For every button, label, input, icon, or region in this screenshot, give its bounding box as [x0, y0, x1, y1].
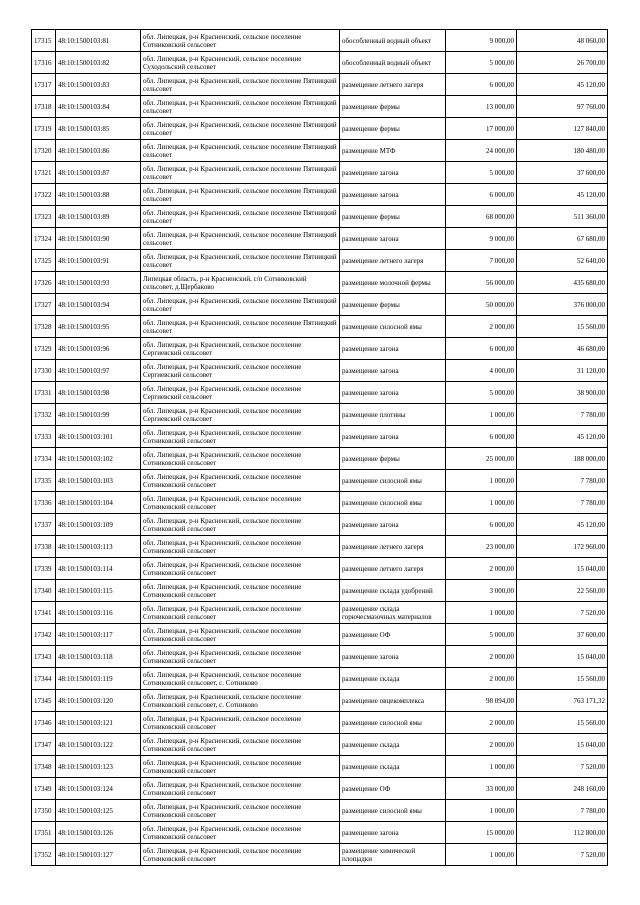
cadastral-cost: 26 700,00 [517, 52, 608, 74]
cadastral-cost: 37 600,00 [517, 624, 608, 646]
area-value: 17 000,00 [446, 118, 517, 140]
address: обл. Липецкая, р-н Красненский, сельское поселение Сотниковский сельсовет [141, 426, 340, 448]
table-row [32, 558, 608, 580]
row-number: 17325 [32, 250, 56, 272]
row-number: 17335 [32, 470, 56, 492]
table-row [32, 602, 608, 624]
permitted-use: размещение загона [340, 228, 446, 250]
permitted-use: размещение склада горючесмазочных материалов [340, 602, 446, 624]
address: обл. Липецкая, р-н Красненский, сельское поселение Сотниковский сельсовет [141, 822, 340, 844]
table-row [32, 294, 608, 316]
cadastral-cost: 188 000,00 [517, 448, 608, 470]
cadastral-cost: 45 120,00 [517, 74, 608, 96]
row-number: 17328 [32, 316, 56, 338]
cadastral-number: 48:10:1500103:84 [56, 96, 141, 118]
cadastral-number: 48:10:1500103:126 [56, 822, 141, 844]
table-row [32, 206, 608, 228]
area-value: 50 000,00 [446, 294, 517, 316]
table-row [32, 382, 608, 404]
table-row [32, 580, 608, 602]
cadastral-cost: 97 760,00 [517, 96, 608, 118]
address: обл. Липецкая, р-н Красненский, сельское поселение Пятницкий сельсовет [141, 250, 340, 272]
area-value: 1 000,00 [446, 602, 517, 624]
cadastral-cost: 7 520,00 [517, 756, 608, 778]
row-number: 17337 [32, 514, 56, 536]
cadastral-cost: 48 060,00 [517, 30, 608, 52]
address: обл. Липецкая, р-н Красненский, сельское поселение Сотниковский сельсовет [141, 624, 340, 646]
address: обл. Липецкая, р-н Красненский, сельское поселение Сотниковский сельсовет [141, 448, 340, 470]
cadastral-number: 48:10:1500103:101 [56, 426, 141, 448]
table-row [32, 668, 608, 690]
area-value: 2 000,00 [446, 734, 517, 756]
table-row [32, 712, 608, 734]
land-plots-table [31, 29, 608, 866]
address: обл. Липецкая, р-н Красненский, сельское поселение Сотниковский сельсовет [141, 602, 340, 624]
row-number: 17350 [32, 800, 56, 822]
row-number: 17332 [32, 404, 56, 426]
area-value: 33 000,00 [446, 778, 517, 800]
address: обл. Липецкая, р-н Красненский, сельское поселение Сотниковский сельсовет [141, 712, 340, 734]
address: обл. Липецкая, р-н Красненский, сельское поселение Сергиевский сельсовет [141, 338, 340, 360]
cadastral-number: 48:10:1500103:91 [56, 250, 141, 272]
cadastral-number: 48:10:1500103:120 [56, 690, 141, 712]
cadastral-cost: 376 000,00 [517, 294, 608, 316]
row-number: 17319 [32, 118, 56, 140]
permitted-use: размещение загона [340, 338, 446, 360]
row-number: 17321 [32, 162, 56, 184]
area-value: 2 000,00 [446, 316, 517, 338]
table-row [32, 184, 608, 206]
table-row [32, 756, 608, 778]
cadastral-number: 48:10:1500103:118 [56, 646, 141, 668]
table-row [32, 30, 608, 52]
cadastral-number: 48:10:1500103:127 [56, 844, 141, 866]
permitted-use: размещение ОФ [340, 778, 446, 800]
address: обл. Липецкая, р-н Красненский, сельское поселение Сергиевский сельсовет [141, 404, 340, 426]
cadastral-number: 48:10:1500103:123 [56, 756, 141, 778]
cadastral-number: 48:10:1500103:125 [56, 800, 141, 822]
table-row [32, 778, 608, 800]
cadastral-number: 48:10:1500103:83 [56, 74, 141, 96]
permitted-use: размещение склада [340, 734, 446, 756]
cadastral-cost: 15 560,00 [517, 316, 608, 338]
cadastral-number: 48:10:1500103:102 [56, 448, 141, 470]
area-value: 2 000,00 [446, 668, 517, 690]
row-number: 17315 [32, 30, 56, 52]
address: обл. Липецкая, р-н Красненский, сельское поселение Сотниковский сельсовет [141, 536, 340, 558]
row-number: 17317 [32, 74, 56, 96]
permitted-use: размещение загона [340, 822, 446, 844]
address: обл. Липецкая, р-н Красненский, сельское поселение Сотниковский сельсовет [141, 800, 340, 822]
area-value: 2 000,00 [446, 712, 517, 734]
table-row [32, 800, 608, 822]
address: обл. Липецкая, р-н Красненский, сельское поселение Сотниковский сельсовет [141, 30, 340, 52]
cadastral-number: 48:10:1500103:121 [56, 712, 141, 734]
row-number: 17346 [32, 712, 56, 734]
cadastral-cost: 46 680,00 [517, 338, 608, 360]
cadastral-number: 48:10:1500103:109 [56, 514, 141, 536]
table-row [32, 52, 608, 74]
address: обл. Липецкая, р-н Красненский, сельское поселение Сотниковский сельсовет, с. Сотниково [141, 690, 340, 712]
permitted-use: размещение ОФ [340, 624, 446, 646]
cadastral-cost: 37 600,00 [517, 162, 608, 184]
cadastral-number: 48:10:1500103:99 [56, 404, 141, 426]
cadastral-cost: 7 780,00 [517, 470, 608, 492]
cadastral-number: 48:10:1500103:86 [56, 140, 141, 162]
permitted-use: размещение МТФ [340, 140, 446, 162]
cadastral-number: 48:10:1500103:82 [56, 52, 141, 74]
area-value: 9 000,00 [446, 228, 517, 250]
row-number: 17345 [32, 690, 56, 712]
row-number: 17326 [32, 272, 56, 294]
permitted-use: обособленный водный объект [340, 52, 446, 74]
permitted-use: размещение загона [340, 360, 446, 382]
cadastral-number: 48:10:1500103:96 [56, 338, 141, 360]
address: обл. Липецкая, р-н Красненский, сельское поселение Пятницкий сельсовет [141, 228, 340, 250]
address: обл. Липецкая, р-н Красненский, сельское поселение Пятницкий сельсовет [141, 118, 340, 140]
area-value: 56 000,00 [446, 272, 517, 294]
cadastral-number: 48:10:1500103:95 [56, 316, 141, 338]
area-value: 2 000,00 [446, 558, 517, 580]
cadastral-cost: 67 680,00 [517, 228, 608, 250]
row-number: 17324 [32, 228, 56, 250]
table-body [32, 30, 608, 866]
table-row [32, 74, 608, 96]
table-row [32, 844, 608, 866]
cadastral-number: 48:10:1500103:85 [56, 118, 141, 140]
area-value: 3 000,00 [446, 580, 517, 602]
cadastral-number: 48:10:1500103:81 [56, 30, 141, 52]
permitted-use: размещение силосной ямы [340, 492, 446, 514]
cadastral-cost: 172 960,00 [517, 536, 608, 558]
row-number: 17348 [32, 756, 56, 778]
cadastral-cost: 45 120,00 [517, 184, 608, 206]
table-row [32, 316, 608, 338]
area-value: 24 000,00 [446, 140, 517, 162]
permitted-use: размещение склада [340, 668, 446, 690]
row-number: 17323 [32, 206, 56, 228]
row-number: 17330 [32, 360, 56, 382]
cadastral-cost: 7 780,00 [517, 492, 608, 514]
permitted-use: размещение загона [340, 426, 446, 448]
row-number: 17343 [32, 646, 56, 668]
table-row [32, 470, 608, 492]
address: обл. Липецкая, р-н Красненский, сельское поселение Сотниковский сельсовет [141, 734, 340, 756]
area-value: 9 000,00 [446, 30, 517, 52]
area-value: 1 000,00 [446, 404, 517, 426]
row-number: 17327 [32, 294, 56, 316]
address: обл. Липецкая, р-н Красненский, сельское поселение Пятницкий сельсовет [141, 206, 340, 228]
table-row [32, 118, 608, 140]
cadastral-cost: 763 171,32 [517, 690, 608, 712]
area-value: 5 000,00 [446, 162, 517, 184]
cadastral-number: 48:10:1500103:98 [56, 382, 141, 404]
cadastral-number: 48:10:1500103:97 [56, 360, 141, 382]
area-value: 6 000,00 [446, 184, 517, 206]
cadastral-number: 48:10:1500103:94 [56, 294, 141, 316]
table-row [32, 536, 608, 558]
cadastral-cost: 31 120,00 [517, 360, 608, 382]
cadastral-cost: 52 640,00 [517, 250, 608, 272]
address: обл. Липецкая, р-н Красненский, сельское поселение Пятницкий сельсовет [141, 96, 340, 118]
row-number: 17339 [32, 558, 56, 580]
row-number: 17329 [32, 338, 56, 360]
permitted-use: размещение фермы [340, 448, 446, 470]
row-number: 17340 [32, 580, 56, 602]
address: обл. Липецкая, р-н Красненский, сельское поселение Пятницкий сельсовет [141, 162, 340, 184]
row-number: 17320 [32, 140, 56, 162]
table-row [32, 272, 608, 294]
row-number: 17331 [32, 382, 56, 404]
cadastral-number: 48:10:1500103:117 [56, 624, 141, 646]
table-row [32, 492, 608, 514]
table-row [32, 360, 608, 382]
table-row [32, 96, 608, 118]
permitted-use: размещение химической площадки [340, 844, 446, 866]
area-value: 1 000,00 [446, 756, 517, 778]
permitted-use: размещение летнего лагеря [340, 536, 446, 558]
table-row [32, 338, 608, 360]
cadastral-cost: 435 680,00 [517, 272, 608, 294]
address: обл. Липецкая, р-н Красненский, сельское поселение Сотниковский сельсовет [141, 558, 340, 580]
area-value: 2 000,00 [446, 646, 517, 668]
permitted-use: размещение загона [340, 184, 446, 206]
area-value: 6 000,00 [446, 426, 517, 448]
area-value: 7 000,00 [446, 250, 517, 272]
row-number: 17341 [32, 602, 56, 624]
cadastral-cost: 15 040,00 [517, 646, 608, 668]
area-value: 6 000,00 [446, 514, 517, 536]
address: обл. Липецкая, р-н Красненский, сельское поселение Пятницкий сельсовет [141, 184, 340, 206]
permitted-use: размещение фермы [340, 118, 446, 140]
permitted-use: обособленный водный объект [340, 30, 446, 52]
area-value: 6 000,00 [446, 74, 517, 96]
table-row [32, 448, 608, 470]
row-number: 17349 [32, 778, 56, 800]
area-value: 98 094,00 [446, 690, 517, 712]
cadastral-number: 48:10:1500103:116 [56, 602, 141, 624]
cadastral-number: 48:10:1500103:90 [56, 228, 141, 250]
cadastral-cost: 112 800,00 [517, 822, 608, 844]
cadastral-cost: 7 520,00 [517, 844, 608, 866]
table-row [32, 404, 608, 426]
cadastral-cost: 7 780,00 [517, 800, 608, 822]
address: обл. Липецкая, р-н Красненский, сельское поселение Сотниковский сельсовет [141, 646, 340, 668]
cadastral-number: 48:10:1500103:88 [56, 184, 141, 206]
cadastral-cost: 15 560,00 [517, 712, 608, 734]
row-number: 17336 [32, 492, 56, 514]
row-number: 17338 [32, 536, 56, 558]
permitted-use: размещение летнего лагеря [340, 558, 446, 580]
permitted-use: размещение силосной ямы [340, 470, 446, 492]
permitted-use: размещение склада [340, 756, 446, 778]
address: обл. Липецкая, р-н Красненский, сельское поселение Суходольский сельсовет [141, 52, 340, 74]
address: обл. Липецкая, р-н Красненский, сельское поселение Пятницкий сельсовет [141, 74, 340, 96]
address: обл. Липецкая, р-н Красненский, сельское поселение Пятницкий сельсовет [141, 294, 340, 316]
cadastral-number: 48:10:1500103:103 [56, 470, 141, 492]
area-value: 1 000,00 [446, 470, 517, 492]
row-number: 17333 [32, 426, 56, 448]
permitted-use: размещение овцекомплекса [340, 690, 446, 712]
table-row [32, 514, 608, 536]
cadastral-cost: 511 360,00 [517, 206, 608, 228]
table-row [32, 734, 608, 756]
table-row [32, 646, 608, 668]
table-row [32, 624, 608, 646]
area-value: 1 000,00 [446, 800, 517, 822]
address: Липецкая область, р-н Красненский, с/п Сотниковский сельсовет, д.Щербаково [141, 272, 340, 294]
cadastral-cost: 15 040,00 [517, 734, 608, 756]
cadastral-number: 48:10:1500103:87 [56, 162, 141, 184]
permitted-use: размещение загона [340, 646, 446, 668]
area-value: 15 000,00 [446, 822, 517, 844]
cadastral-number: 48:10:1500103:89 [56, 206, 141, 228]
cadastral-cost: 7 780,00 [517, 404, 608, 426]
table-row [32, 822, 608, 844]
address: обл. Липецкая, р-н Красненский, сельское поселение Сотниковский сельсовет [141, 470, 340, 492]
row-number: 17344 [32, 668, 56, 690]
permitted-use: размещение загона [340, 162, 446, 184]
address: обл. Липецкая, р-н Красненский, сельское поселение Сотниковский сельсовет [141, 844, 340, 866]
table-row [32, 690, 608, 712]
permitted-use: размещение фермы [340, 294, 446, 316]
area-value: 1 000,00 [446, 844, 517, 866]
address: обл. Липецкая, р-н Красненский, сельское поселение Сотниковский сельсовет [141, 492, 340, 514]
cadastral-number: 48:10:1500103:104 [56, 492, 141, 514]
area-value: 6 000,00 [446, 338, 517, 360]
area-value: 1 000,00 [446, 492, 517, 514]
address: обл. Липецкая, р-н Красненский, сельское поселение Пятницкий сельсовет [141, 140, 340, 162]
cadastral-cost: 15 040,00 [517, 558, 608, 580]
address: обл. Липецкая, р-н Красненский, сельское поселение Сотниковский сельсовет [141, 514, 340, 536]
permitted-use: размещение силосной ямы [340, 800, 446, 822]
area-value: 13 000,00 [446, 96, 517, 118]
permitted-use: размещение силосной ямы [340, 316, 446, 338]
area-value: 5 000,00 [446, 52, 517, 74]
permitted-use: размещение загона [340, 514, 446, 536]
permitted-use: размещение молочной фермы [340, 272, 446, 294]
permitted-use: размещение силосной ямы [340, 712, 446, 734]
row-number: 17322 [32, 184, 56, 206]
row-number: 17351 [32, 822, 56, 844]
area-value: 4 000,00 [446, 360, 517, 382]
address: обл. Липецкая, р-н Красненский, сельское поселение Сергиевский сельсовет [141, 382, 340, 404]
cadastral-cost: 38 900,00 [517, 382, 608, 404]
address: обл. Липецкая, р-н Красненский, сельское поселение Сотниковский сельсовет, с. Сотниково [141, 668, 340, 690]
table-row [32, 162, 608, 184]
cadastral-number: 48:10:1500103:115 [56, 580, 141, 602]
permitted-use: размещение фермы [340, 206, 446, 228]
area-value: 25 000,00 [446, 448, 517, 470]
table-row [32, 140, 608, 162]
cadastral-cost: 7 520,00 [517, 602, 608, 624]
cadastral-number: 48:10:1500103:124 [56, 778, 141, 800]
table-row [32, 426, 608, 448]
cadastral-cost: 15 560,00 [517, 668, 608, 690]
address: обл. Липецкая, р-н Красненский, сельское поселение Пятницкий сельсовет [141, 316, 340, 338]
permitted-use: размещение летнего лагеря [340, 250, 446, 272]
cadastral-number: 48:10:1500103:119 [56, 668, 141, 690]
cadastral-cost: 127 840,00 [517, 118, 608, 140]
row-number: 17352 [32, 844, 56, 866]
address: обл. Липецкая, р-н Красненский, сельское поселение Сергиевский сельсовет [141, 360, 340, 382]
area-value: 23 000,00 [446, 536, 517, 558]
row-number: 17318 [32, 96, 56, 118]
cadastral-cost: 248 160,00 [517, 778, 608, 800]
row-number: 17316 [32, 52, 56, 74]
row-number: 17347 [32, 734, 56, 756]
permitted-use: размещение загона [340, 382, 446, 404]
cadastral-cost: 22 560,00 [517, 580, 608, 602]
cadastral-number: 48:10:1500103:114 [56, 558, 141, 580]
address: обл. Липецкая, р-н Красненский, сельское поселение Сотниковский сельсовет [141, 756, 340, 778]
area-value: 68 000,00 [446, 206, 517, 228]
permitted-use: размещение летнего лагеря [340, 74, 446, 96]
cadastral-number: 48:10:1500103:113 [56, 536, 141, 558]
permitted-use: размещение склада удобрений [340, 580, 446, 602]
cadastral-cost: 45 120,00 [517, 426, 608, 448]
area-value: 5 000,00 [446, 382, 517, 404]
area-value: 5 000,00 [446, 624, 517, 646]
address: обл. Липецкая, р-н Красненский, сельское поселение Сотниковский сельсовет [141, 778, 340, 800]
table-row [32, 250, 608, 272]
address: обл. Липецкая, р-н Красненский, сельское поселение Сотниковский сельсовет [141, 580, 340, 602]
table-row [32, 228, 608, 250]
row-number: 17342 [32, 624, 56, 646]
cadastral-number: 48:10:1500103:93 [56, 272, 141, 294]
cadastral-cost: 180 480,00 [517, 140, 608, 162]
permitted-use: размещение фермы [340, 96, 446, 118]
cadastral-cost: 45 120,00 [517, 514, 608, 536]
cadastral-number: 48:10:1500103:122 [56, 734, 141, 756]
permitted-use: размещение плотины [340, 404, 446, 426]
row-number: 17334 [32, 448, 56, 470]
